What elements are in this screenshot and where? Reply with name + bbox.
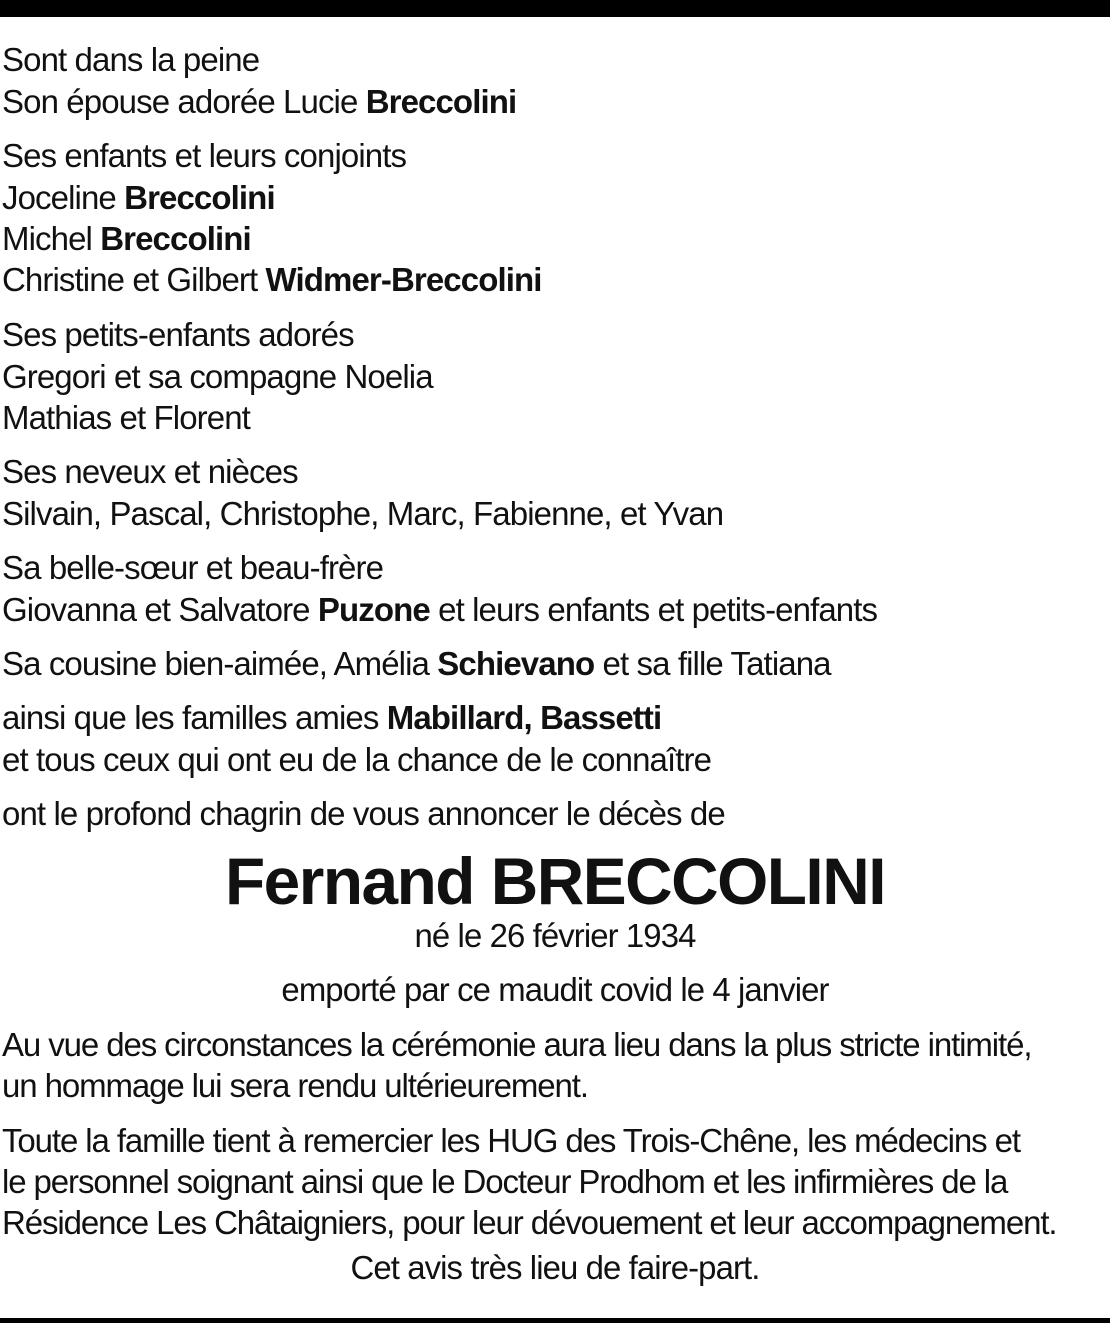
child-michel: Michel Breccolini bbox=[2, 220, 251, 257]
top-border-rule bbox=[0, 0, 1110, 17]
grandchildren-heading: Ses petits-enfants adorés bbox=[2, 316, 354, 353]
friends-families-line: ainsi que les familles amies Mabillard, Bassetti bbox=[2, 699, 662, 736]
grandchild-gregori: Gregori et sa compagne Noelia bbox=[2, 358, 433, 395]
announcement-line: ont le profond chagrin de vous annoncer le décès de bbox=[2, 795, 725, 832]
child-christine-gilbert: Christine et Gilbert Widmer-Breccolini bbox=[2, 261, 542, 298]
thanks-line-2: le personnel soignant ainsi que le Docteur Prodhom et les infirmières de la bbox=[2, 1163, 1008, 1200]
death-note: emporté par ce maudit covid le 4 janvier bbox=[281, 971, 829, 1008]
children-heading: Ses enfants et leurs conjoints bbox=[2, 137, 407, 174]
thanks-line-3: Résidence Les Châtaigniers, pour leur dévouement et leur accompagnement. bbox=[2, 1204, 1057, 1241]
in-laws-names: Giovanna et Salvatore Puzone et leurs enfants et petits-enfants bbox=[2, 591, 878, 628]
deceased-name: Fernand BRECCOLINI bbox=[225, 844, 885, 918]
ceremony-paragraph bbox=[2, 1024, 1108, 1106]
child-joceline: Joceline Breccolini bbox=[2, 179, 275, 216]
in-laws-heading: Sa belle-sœur et beau-frère bbox=[2, 549, 384, 586]
thanks-paragraph bbox=[2, 1120, 1108, 1243]
cousin-line: Sa cousine bien-aimée, Amélia Schievano et sa fille Tatiana bbox=[2, 645, 831, 682]
ceremony-line-1: Au vue des circonstances la cérémonie aura lieu dans la plus stricte intimité, bbox=[2, 1026, 1032, 1063]
acquaintances-line: et tous ceux qui ont eu de la chance de le connaître bbox=[2, 741, 712, 778]
spouse-line: Son épouse adorée Lucie Breccolini bbox=[2, 83, 517, 120]
birth-date: né le 26 février 1934 bbox=[414, 917, 696, 954]
faire-part-note: Cet avis très lieu de faire-part. bbox=[350, 1249, 760, 1286]
thanks-line-1: Toute la famille tient à remercier les HUG des Trois-Chêne, les médecins et bbox=[2, 1122, 1020, 1159]
nephews-names: Silvain, Pascal, Christophe, Marc, Fabienne, et Yvan bbox=[2, 495, 724, 532]
mourners-intro: Sont dans la peine bbox=[2, 41, 260, 78]
bottom-border-rule bbox=[0, 1318, 1110, 1323]
nephews-heading: Ses neveux et nièces bbox=[2, 453, 298, 490]
grandchild-mathias-florent: Mathias et Florent bbox=[2, 399, 250, 436]
ceremony-line-2: un hommage lui sera rendu ultérieurement. bbox=[2, 1067, 588, 1104]
